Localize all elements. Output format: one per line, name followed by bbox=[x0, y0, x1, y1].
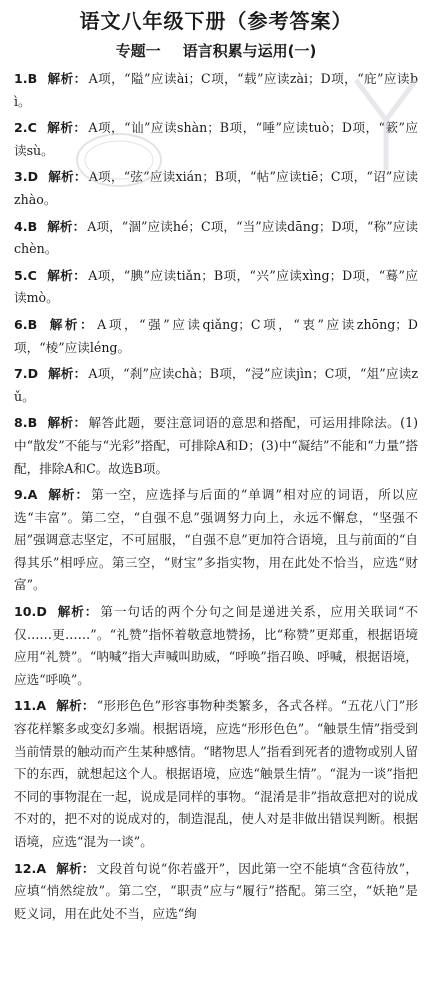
item-answer: B bbox=[27, 415, 38, 431]
answer-item bbox=[14, 412, 418, 480]
answer-item bbox=[14, 216, 418, 261]
item-answer: A bbox=[27, 487, 38, 503]
explanation-text: A项，“弦”应读xián；B项，“帖”应读tiē；C项，“诏”应读zhào。 bbox=[14, 169, 419, 207]
section-title: 语言积累与运用(一) bbox=[182, 42, 317, 60]
explanation-label: 解析： bbox=[46, 120, 87, 136]
explanation-text: 第一空，应选择与后面的“单调”相对应的词语，所以应选“丰富”。第二空，“自强不息”强调努力向上，永远不懈怠，“坚强不屈”强调意志坚定，不可屈服，“自强不息”更加符合语境，且与前面的“自得其乐”相呼应。第三空，“财宝”多指实物，用在此处不恰当，应选“财富”。 bbox=[14, 487, 418, 593]
explanation-text: A项，“刹”应读chà；B项，“浸”应读jìn；C项，“俎”应读zǔ。 bbox=[14, 366, 419, 404]
item-number: 3. bbox=[14, 169, 28, 185]
explanation-label: 解析： bbox=[47, 487, 90, 503]
item-answer: C bbox=[27, 120, 37, 136]
explanation-label: 解析： bbox=[56, 604, 99, 620]
item-number: 11. bbox=[14, 698, 37, 714]
explanation-text: 解答此题，要注意词语的意思和搭配，可运用排除法。(1)中“散发”不能与“光彩”搭配，可排除A和D；(3)中“凝结”不能和“力量”搭配，排除A和C。故选B项。 bbox=[14, 415, 419, 476]
answer-item bbox=[14, 68, 418, 113]
item-number: 6. bbox=[14, 316, 28, 332]
item-answer: B bbox=[27, 71, 38, 86]
item-number: 1. bbox=[14, 71, 28, 86]
explanation-label: 解析： bbox=[47, 71, 87, 86]
item-answer: D bbox=[27, 169, 39, 185]
explanation-text: A项，“强”应读qiǎng；C项，“衷”应读zhōng；D项，“棱”应读léng。 bbox=[14, 316, 418, 355]
explanation-label: 解析： bbox=[56, 698, 95, 714]
item-answer: C bbox=[27, 267, 37, 283]
answer-item bbox=[14, 166, 418, 211]
item-number: 5. bbox=[14, 267, 28, 283]
answer-item bbox=[14, 601, 418, 691]
answer-item bbox=[14, 695, 418, 853]
answer-item bbox=[14, 314, 418, 359]
explanation-label: 解析： bbox=[48, 169, 87, 185]
explanation-label: 解析： bbox=[47, 415, 87, 431]
explanation-label: 解析： bbox=[48, 366, 87, 382]
explanation-label: 解析： bbox=[47, 316, 96, 332]
answer-item bbox=[14, 363, 418, 408]
item-number: 4. bbox=[14, 218, 28, 234]
explanation-text: A项，“讪”应读shàn；B项，“唾”应读tuò；D项，“簌”应读sù。 bbox=[14, 120, 418, 158]
explanation-text: A项，“涸”应读hé；C项，“当”应读dāng；D项，“称”应读chèn。 bbox=[14, 218, 419, 257]
item-number: 10. bbox=[14, 604, 37, 620]
item-number: 9. bbox=[14, 487, 28, 503]
explanation-text: 第一句话的两个分句之间是递进关系，应用关联词“不仅……更……”。“礼赞”指怀着敬意地赞扬，比“称赞”更郑重，根据语境应用“礼赞”。“呐喊”指大声喊叫助威，“呼唤”指召唤、呼喊，根据语境，应选“呼唤”。 bbox=[14, 604, 418, 687]
answer-item bbox=[14, 858, 418, 926]
item-answer: D bbox=[36, 604, 47, 620]
explanation-label: 解析： bbox=[56, 860, 95, 876]
explanation-text: A项，“隘”应读ài；C项，“载”应读zài；D项，“庇”应读bì。 bbox=[14, 71, 419, 109]
item-number: 12. bbox=[14, 860, 37, 876]
item-answer: B bbox=[27, 218, 38, 234]
answer-list bbox=[14, 68, 418, 925]
item-number: 7. bbox=[14, 366, 28, 382]
explanation-text: A项，“腆”应读tiǎn；B项，“兴”应读xìng；D项，“蓦”应读mò。 bbox=[14, 267, 419, 306]
item-answer: D bbox=[27, 366, 39, 382]
answer-item bbox=[14, 265, 418, 310]
page-title: 语文八年级下册（参考答案） bbox=[79, 9, 353, 33]
item-answer: A bbox=[36, 698, 47, 714]
item-answer: A bbox=[36, 860, 47, 876]
explanation-text: “形形色色”形容事物种类繁多，各式各样。“五花八门”形容花样繁多或变幻多端。根据语境，应选“形形色色”。“触景生情”指受到当前情景的触动而产生某种感情。“睹物思人”指看到死者的遗物或别人留下的东西，就想起这个人。根据语境，应选“触景生情”。“混为一谈”指把不同的事物混在一起，说成是同样的事物。“混淆是非”指故意把对的说成不对的，把不对的说成对的，制造混乱，使人对是非做出错误判断。根据语境，应选“混为一谈”。 bbox=[14, 698, 418, 849]
explanation-label: 解析： bbox=[47, 218, 86, 234]
explanation-text: 文段首句说“你若盛开”，因此第一空不能填“含苞待放”，应填“悄然绽放”。第二空，“职责”应与“履行”搭配。第三空，“妖艳”是贬义词，用在此处不当，应选“绚 bbox=[14, 860, 418, 921]
item-answer: B bbox=[27, 316, 38, 332]
explanation-label: 解析： bbox=[46, 267, 87, 283]
answer-item bbox=[14, 117, 418, 162]
section-heading bbox=[14, 38, 418, 64]
section-number: 专题一 bbox=[115, 42, 161, 60]
item-number: 8. bbox=[14, 415, 28, 431]
answer-item bbox=[14, 484, 418, 597]
item-number: 2. bbox=[14, 120, 28, 136]
